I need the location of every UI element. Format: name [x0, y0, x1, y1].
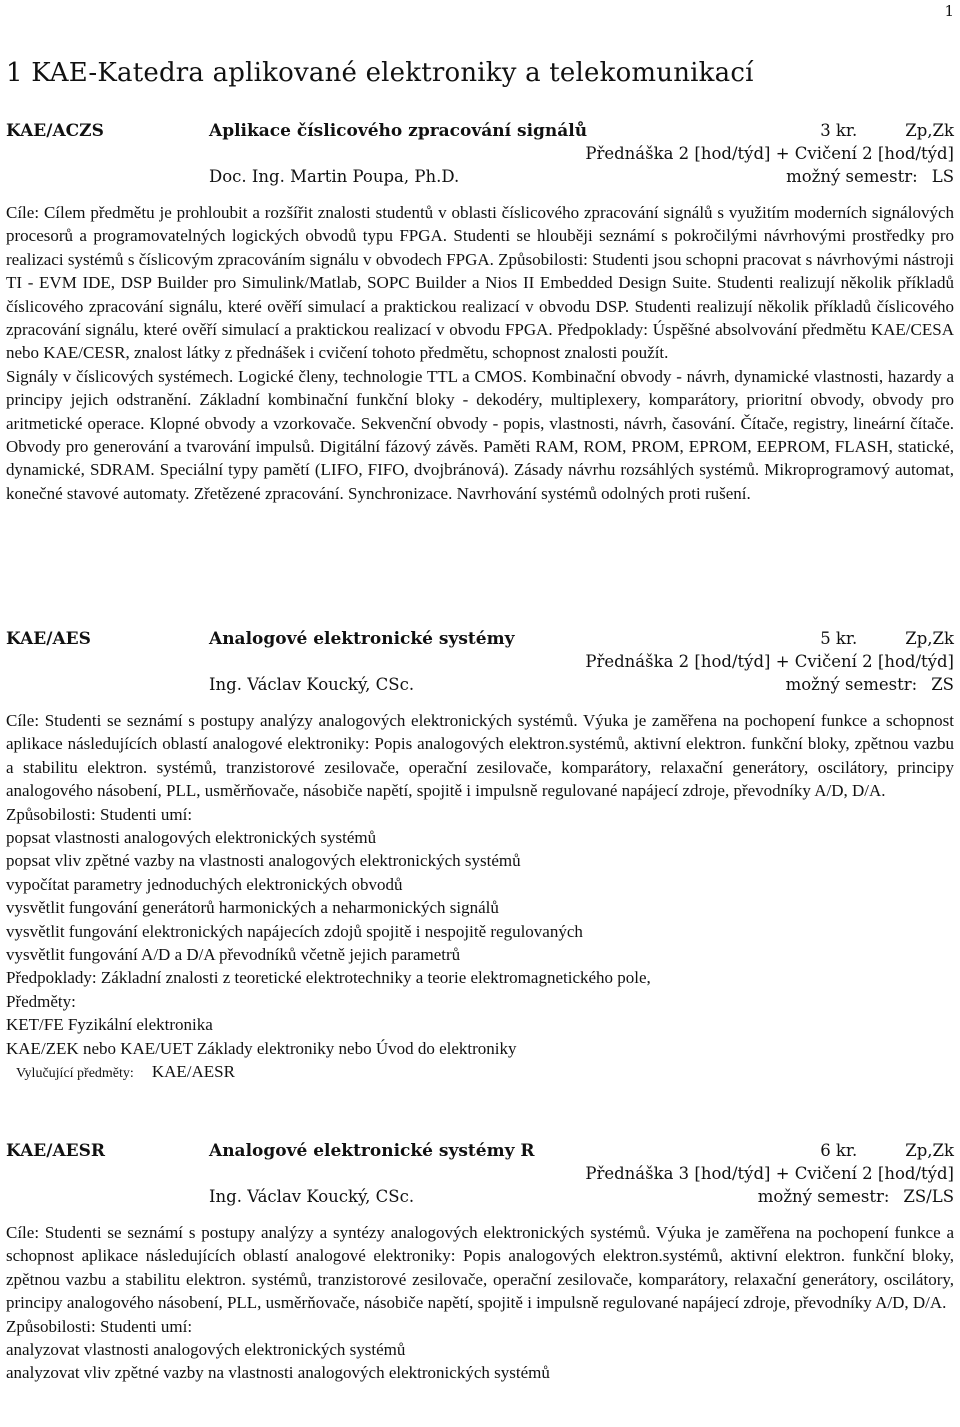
list-item: vysvětlit fungování elektronických napájecích zdojů spojitě i nespojitě regulovaných	[6, 921, 583, 941]
list-item: analyzovat vliv zpětné vazby na vlastnosti analogových elektronických systémů	[6, 1363, 550, 1383]
course-acs	[0, 121, 960, 505]
credits-value: 5 kr.	[820, 629, 858, 648]
course-title: Aplikace číslicového zpracování signálů	[209, 121, 588, 141]
description-paragraph: Cíle: Studenti se seznámí s postupy analýzy analogových elektronických systémů. Výuka je zaměřena na pochopení funkce a schopnost aplikace následujících oblastí analogové elektroniky: Popis analogových elektron.systémů, aktivní elektron. funkční bloky, zpětnou vazbu a stabilitu elektron. systémů, tranzistorové zesilovače, operační zesilovače, komparátory, relaxační generátory, oscilátory, principy analogového násobení, PLL, usměrňovače, násobiče napětí, spojitě i impulsně regulované napájecí zdroje, převodníky A/D, D/A.	[6, 711, 954, 801]
competence-list	[0, 803, 960, 1060]
course-hours: Přednáška 3 [hod/týd] + Cvičení 2 [hod/týd]	[585, 1164, 954, 1183]
page-number: 1	[944, 2, 954, 20]
list-item: KET/FE Fyzikální elektronika	[6, 1015, 213, 1035]
course-code: KAE/AES	[6, 629, 91, 649]
semester-value: ZS/LS	[903, 1187, 954, 1206]
exclusion-value: KAE/AESR	[151, 1062, 235, 1082]
course-code: KAE/ACZS	[6, 121, 104, 141]
semester-label: možný semestr:	[785, 675, 918, 694]
completion-type: Zp,Zk	[905, 1141, 954, 1160]
list-item: Předpoklady: Základní znalosti z teoretické elektrotechniky a teorie elektromagnetického pole,	[6, 968, 651, 988]
course-teacher: Doc. Ing. Martin Poupa, Ph.D.	[209, 167, 460, 186]
course-semester	[786, 675, 954, 694]
list-item: Předměty:	[6, 991, 76, 1011]
list-item: Způsobilosti: Studenti umí:	[6, 804, 193, 824]
credits-value: 6 kr.	[820, 1141, 858, 1160]
course-hours: Přednáška 2 [hod/týd] + Cvičení 2 [hod/týd]	[585, 144, 954, 163]
course-teacher: Ing. Václav Koucký, CSc.	[209, 675, 415, 694]
course-description	[0, 1221, 960, 1315]
description-paragraph: Cíle: Cílem předmětu je prohloubit a rozšířit znalosti studentů v oblasti číslicového zpracování signálů s využitím moderních signálových procesorů a programovatelných logických obvodů typu FPGA. Studenti se hlouběji seznámí s pokročilými návrhovými prostředky pro realizaci systémů s číslicovým zpracováním signálu v obvodech FPGA. Způsobilosti: Studenti jsou schopni pracovat s návrhovými nástroji TI - EVM IDE, DSP Builder pro Simulink/Matlab, SOPC Builder a Nios II Embedded Design Suite. Studenti realizují několik příkladů číslicového zpracování signálu, které ověří simulací a praktickou realizací v obvodu DSP. Studenti realizují několik příkladů číslicového zpracování signálu, které ověří simulací a praktickou realizací v obvodu FPGA. Předpoklady: Úspěšné absolvování předmětu KAE/CESA nebo KAE/CESR, znalost látky z přednášek i cvičení tohoto předmětu, schopnost znalosti použít.	[6, 203, 954, 363]
semester-value: ZS	[931, 675, 954, 694]
semester-label: možný semestr:	[786, 167, 918, 186]
chapter-title: 1 KAE-Katedra aplikované elektroniky a telekomunikací	[6, 58, 754, 88]
course-aes	[0, 629, 960, 1086]
description-paragraph: Signály v číslicových systémech. Logické členy, technologie TTL a CMOS. Kombinační obvody - návrh, dynamické vlastnosti, hazardy a principy jejich odstranění. Základní kombinační funkční bloky - dekodéry, multiplexery, komparátory, prioritní obvody, obvody pro aritmetické operace. Klopné obvody a vzorkovače. Sekvenční obvody - popis, vlastnosti, návrh, časování. Čítače, registry, lineární čítače. Obvody pro generování a tvarování impulsů. Digitální fázový závěs. Paměti RAM, ROM, PROM, EPROM, EEPROM, FLASH, statické, dynamické, SDRAM. Speciální typy pamětí (LIFO, FIFO, dvojbránová). Zásady návrhu rozsáhlých systémů. Mikroprogramový automat, konečné stavové automaty. Zřetězené zpracování. Synchronizace. Navrhování systémů odolných proti rušení.	[6, 366, 954, 503]
exclusion-label: Vylučující předměty:	[16, 1066, 134, 1082]
completion-type: Zp,Zk	[905, 629, 954, 648]
course-aesr	[0, 1141, 960, 1385]
course-credits	[820, 629, 954, 648]
exclusion-row	[0, 1060, 960, 1086]
course-credits	[820, 121, 954, 140]
course-semester	[786, 167, 954, 186]
list-item: KAE/ZEK nebo KAE/UET Základy elektroniky nebo Úvod do elektroniky	[6, 1038, 517, 1058]
course-teacher: Ing. Václav Koucký, CSc.	[209, 1187, 415, 1206]
list-item: popsat vliv zpětné vazby na vlastnosti analogových elektronických systémů	[6, 851, 521, 871]
list-item: popsat vlastnosti analogových elektronických systémů	[6, 828, 377, 848]
course-credits	[820, 1141, 954, 1160]
course-hours: Přednáška 2 [hod/týd] + Cvičení 2 [hod/týd]	[585, 652, 954, 671]
list-item: Způsobilosti: Studenti umí:	[6, 1316, 193, 1336]
completion-type: Zp,Zk	[905, 121, 954, 140]
list-item: vysvětlit fungování generátorů harmonických a neharmonických signálů	[6, 898, 499, 918]
course-semester	[758, 1187, 954, 1206]
course-title: Analogové elektronické systémy	[209, 629, 515, 649]
list-item: analyzovat vlastnosti analogových elektronických systémů	[6, 1340, 406, 1360]
course-title: Analogové elektronické systémy R	[209, 1141, 535, 1161]
course-description	[0, 709, 960, 803]
course-description	[0, 201, 960, 505]
list-item: vysvětlit fungování A/D a D/A převodníků včetně jejich parametrů	[6, 945, 461, 965]
credits-value: 3 kr.	[820, 121, 858, 140]
course-code: KAE/AESR	[6, 1141, 105, 1161]
list-item: vypočítat parametry jednoduchých elektronických obvodů	[6, 874, 403, 894]
description-paragraph: Cíle: Studenti se seznámí s postupy analýzy a syntézy analogových elektronických systémů. Výuka je zaměřena na pochopení funkce a schopnost aplikace následujících oblastí analogové elektroniky: Popis analogových elektron.systémů, aktivní elektron. funkční bloky, zpětnou vazbu a stabilitu elektron. systémů, tranzistorové zesilovače, operační zesilovače, komparátory, relaxační generátory, oscilátory, principy analogového násobení, PLL, usměrňovače, násobiče napětí, spojitě i impulsně regulované napájecí zdroje, převodníky A/D, D/A.	[6, 1223, 954, 1313]
semester-label: možný semestr:	[757, 1187, 890, 1206]
semester-value: LS	[931, 167, 954, 186]
competence-list	[0, 1315, 960, 1385]
